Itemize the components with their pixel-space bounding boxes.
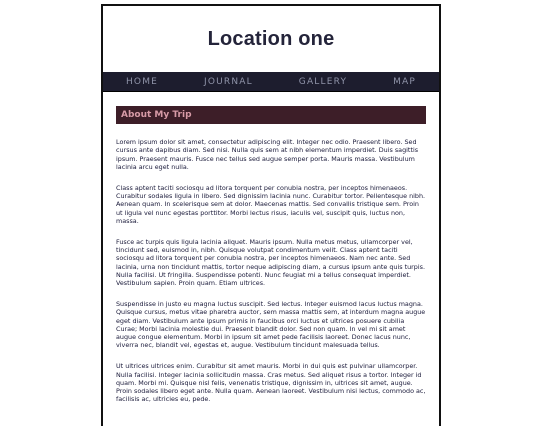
- site-title: Location one: [207, 27, 335, 50]
- section-heading: About My Trip: [116, 106, 426, 124]
- page-container: [101, 4, 441, 426]
- body-paragraph: Lorem ipsum dolor sit amet, consectetur adipiscing elit. Integer nec odio. Praesent libero. Sed cursus ante dapibus diam. Sed nisi. Nulla quis sem at nibh elementum imperdiet. Duis sagittis ipsum. Praesent mauris. Fusce nec tellus sed augue semper porta. Mauris massa. Vestibulum lacinia arcu eget nulla.: [116, 138, 419, 171]
- body-paragraph: Ut ultrices ultrices enim. Curabitur sit amet mauris. Morbi in dui quis est pulvinar ullamcorper. Nulla facilisi. Integer lacinia sollicitudin massa. Cras metus. Sed aliquet risus a tortor. Integer id quam. Morbi mi. Quisque nisl felis, venenatis tristique, dignissim in, ultrices sit amet, augue. Proin sodales libero eget ante. Nulla quam. Aenean laoreet. Vestibulum nisi lectus, commodo ac, facilisis ac, ultricies eu, pede.: [116, 362, 426, 404]
- nav-item-map[interactable]: MAP: [393, 76, 417, 87]
- site-header: [103, 6, 439, 72]
- main-content: [103, 92, 439, 404]
- nav-item-journal[interactable]: JOURNAL: [203, 76, 253, 87]
- nav-item-gallery[interactable]: GALLERY: [298, 76, 348, 87]
- nav-item-home[interactable]: HOME: [125, 76, 159, 87]
- body-paragraph: Fusce ac turpis quis ligula lacinia aliquet. Mauris ipsum. Nulla metus metus, ullamcorper vel, tincidunt sed, euismod in, nibh. Quisque volutpat condimentum velit. Class aptent taciti sociosqu ad litora torquent per conubia nostra, per inceptos himenaeos. Nam nec ante. Sed lacinia, urna non tincidunt mattis, tortor neque adipiscing diam, a cursus ipsum ante quis turpis. Nulla facilisi. Ut fringilla. Suspendisse potenti. Nunc feugiat mi a tellus consequat imperdiet. Vestibulum sapien. Proin quam. Etiam ultrices.: [116, 237, 425, 288]
- body-paragraph: Class aptent taciti sociosqu ad litora torquent per conubia nostra, per inceptos himenaeos. Curabitur sodales ligula in libero. Sed dignissim lacinia nunc. Curabitur tortor. Pellentesque nibh. Aenean quam. In scelerisque sem at dolor. Maecenas mattis. Sed convallis tristique sem. Proin ut ligula vel nunc egestas porttitor. Morbi lectus risus, iaculis vel, suscipit quis, luctus non, massa.: [116, 183, 426, 225]
- body-paragraph: Suspendisse in justo eu magna luctus suscipit. Sed lectus. Integer euismod lacus luctus magna. Quisque cursus, metus vitae pharetra auctor, sem massa mattis sem, at interdum magna augue eget diam. Vestibulum ante ipsum primis in faucibus orci luctus et ultrices posuere cubilia Curae; Morbi lacinia molestie dui. Praesent blandit dolor. Sed non quam. In vel mi sit amet augue congue elementum. Morbi in ipsum sit amet pede facilisis laoreet. Donec lacus nunc, viverra nec, blandit vel, egestas et, augue. Vestibulum tincidunt malesuada tellus.: [116, 299, 426, 350]
- main-nav: [103, 72, 439, 92]
